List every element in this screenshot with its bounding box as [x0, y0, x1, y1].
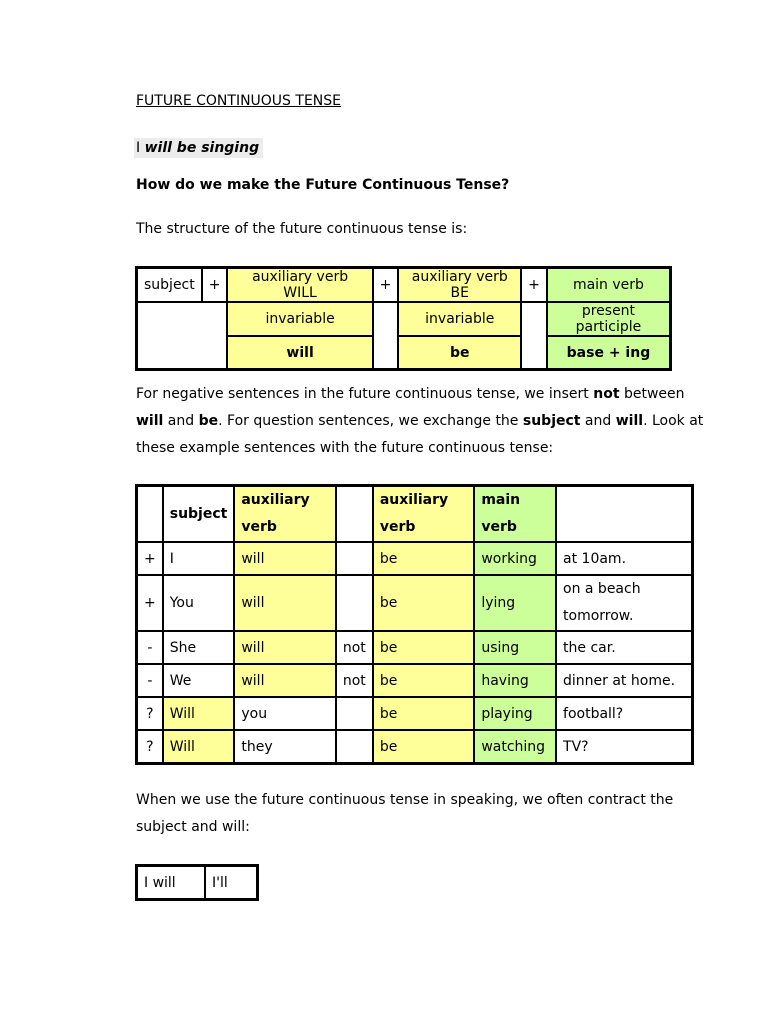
structure-table [135, 266, 672, 371]
section-heading: How do we make the Future Continuous Tense? [136, 177, 510, 193]
intro-text: The structure of the future continuous tense is: [136, 221, 468, 237]
text-span: . For question sentences, we exchange the [218, 413, 523, 429]
cell-not [336, 542, 373, 575]
cell-sign: ? [137, 730, 163, 763]
cell-aux-verb: be [373, 697, 475, 730]
paragraph-line [136, 381, 703, 408]
cell-not [336, 697, 373, 730]
cell-aux-verb: be [373, 631, 475, 664]
cell-aux-be: auxiliary verb BE [398, 268, 521, 302]
header-aux-verb [234, 486, 336, 542]
cell-main-verb: main verb [547, 268, 670, 302]
bold-will: will [615, 413, 644, 429]
cell-plus: + [373, 268, 399, 302]
examples-table [135, 484, 694, 765]
cell-aux-will: will [227, 336, 372, 369]
cell-rest: football? [556, 697, 692, 730]
cell-subject: She [163, 631, 235, 664]
negative-paragraph [136, 381, 703, 462]
header-line: verb [481, 519, 517, 535]
header-line: verb [241, 519, 277, 535]
cell-line: on a beach [563, 581, 641, 597]
cell-aux-be: invariable [398, 302, 521, 336]
cell-aux-verb: be [373, 575, 475, 631]
table-row [137, 664, 692, 697]
example-pronoun: I [136, 140, 141, 156]
cell-main-verb: present participle [547, 302, 670, 336]
paragraph-line: these example sentences with the future continuous tense: [136, 440, 554, 456]
cell-aux-verb: be [373, 730, 475, 763]
table-row [137, 730, 692, 763]
header-line: main [481, 492, 521, 508]
header-line: verb [379, 519, 416, 535]
cell-not: not [336, 631, 373, 664]
bold-be: be [198, 413, 219, 429]
cell-main-verb: playing [474, 697, 556, 730]
cell-main-verb: base + ing [547, 336, 670, 369]
example-verb-phrase: will be singing [144, 140, 260, 156]
cell-aux-verb: will [234, 542, 336, 575]
header-aux-verb [373, 486, 475, 542]
cell-sign: - [137, 631, 163, 664]
cell-subject: We [163, 664, 235, 697]
cell-empty [373, 302, 399, 369]
text-span: For negative sentences in the future continuous tense, we insert [136, 386, 594, 402]
cell-aux-verb: be [373, 664, 475, 697]
table-row [137, 542, 692, 575]
contraction-paragraph [136, 787, 673, 841]
cell-not: not [336, 664, 373, 697]
cell-plus: + [202, 268, 228, 302]
header-line: auxiliary [379, 492, 449, 508]
cell-aux-verb: will [234, 631, 336, 664]
cell-sign: + [137, 575, 163, 631]
cell-rest [556, 575, 692, 631]
cell-main-verb: working [474, 542, 556, 575]
cell-aux-verb: be [373, 542, 475, 575]
cell-empty [137, 302, 227, 369]
paragraph-line: subject and will: [136, 819, 250, 835]
cell-full-form: I will [137, 866, 205, 899]
cell-subject: Will [163, 697, 235, 730]
structure-row [137, 268, 670, 302]
cell-aux-will: invariable [227, 302, 372, 336]
cell-main-verb: watching [474, 730, 556, 763]
bold-will: will [136, 413, 164, 429]
cell-subject: subject [137, 268, 202, 302]
cell-contracted-form: I'll [205, 866, 257, 899]
example-sentence [134, 138, 263, 158]
cell-subject: You [163, 575, 235, 631]
cell-aux-verb: you [234, 697, 336, 730]
table-row [137, 631, 692, 664]
cell-not [336, 730, 373, 763]
cell-sign: - [137, 664, 163, 697]
text-span: and [580, 413, 616, 429]
page-title: FUTURE CONTINUOUS TENSE [136, 93, 341, 109]
cell-aux-verb: will [234, 664, 336, 697]
cell-plus: + [521, 268, 547, 302]
text-span: and [163, 413, 199, 429]
cell-main-verb: having [474, 664, 556, 697]
table-row [137, 866, 257, 899]
contraction-table [135, 864, 259, 901]
paragraph-line: When we use the future continuous tense in speaking, we often contract the [136, 792, 674, 808]
cell-main-verb: using [474, 631, 556, 664]
cell-subject: I [163, 542, 235, 575]
table-row [137, 697, 692, 730]
cell-rest: at 10am. [556, 542, 692, 575]
cell-main-verb: lying [474, 575, 556, 631]
cell-sign: + [137, 542, 163, 575]
cell-subject: Will [163, 730, 235, 763]
cell-aux-verb: will [234, 575, 336, 631]
cell-line: tomorrow. [563, 608, 634, 624]
table-header-row [137, 486, 692, 542]
text-span: between [619, 386, 685, 402]
bold-subject: subject [522, 413, 581, 429]
cell-rest: the car. [556, 631, 692, 664]
text-span: . Look at [643, 413, 704, 429]
structure-row [137, 302, 670, 336]
cell-aux-be: be [398, 336, 521, 369]
cell-rest: TV? [556, 730, 692, 763]
cell-not [336, 575, 373, 631]
table-row [137, 575, 692, 631]
paragraph-line [136, 408, 703, 435]
cell-aux-verb: they [234, 730, 336, 763]
header-main-verb [474, 486, 556, 542]
cell-sign: ? [137, 697, 163, 730]
header-not [336, 486, 373, 542]
cell-aux-will: auxiliary verb WILL [227, 268, 372, 302]
cell-empty [521, 302, 547, 369]
header-sign [137, 486, 163, 542]
cell-rest: dinner at home. [556, 664, 692, 697]
bold-not: not [593, 386, 620, 402]
header-line: auxiliary [241, 492, 310, 508]
header-subject: subject [163, 486, 235, 542]
header-empty [556, 486, 692, 542]
